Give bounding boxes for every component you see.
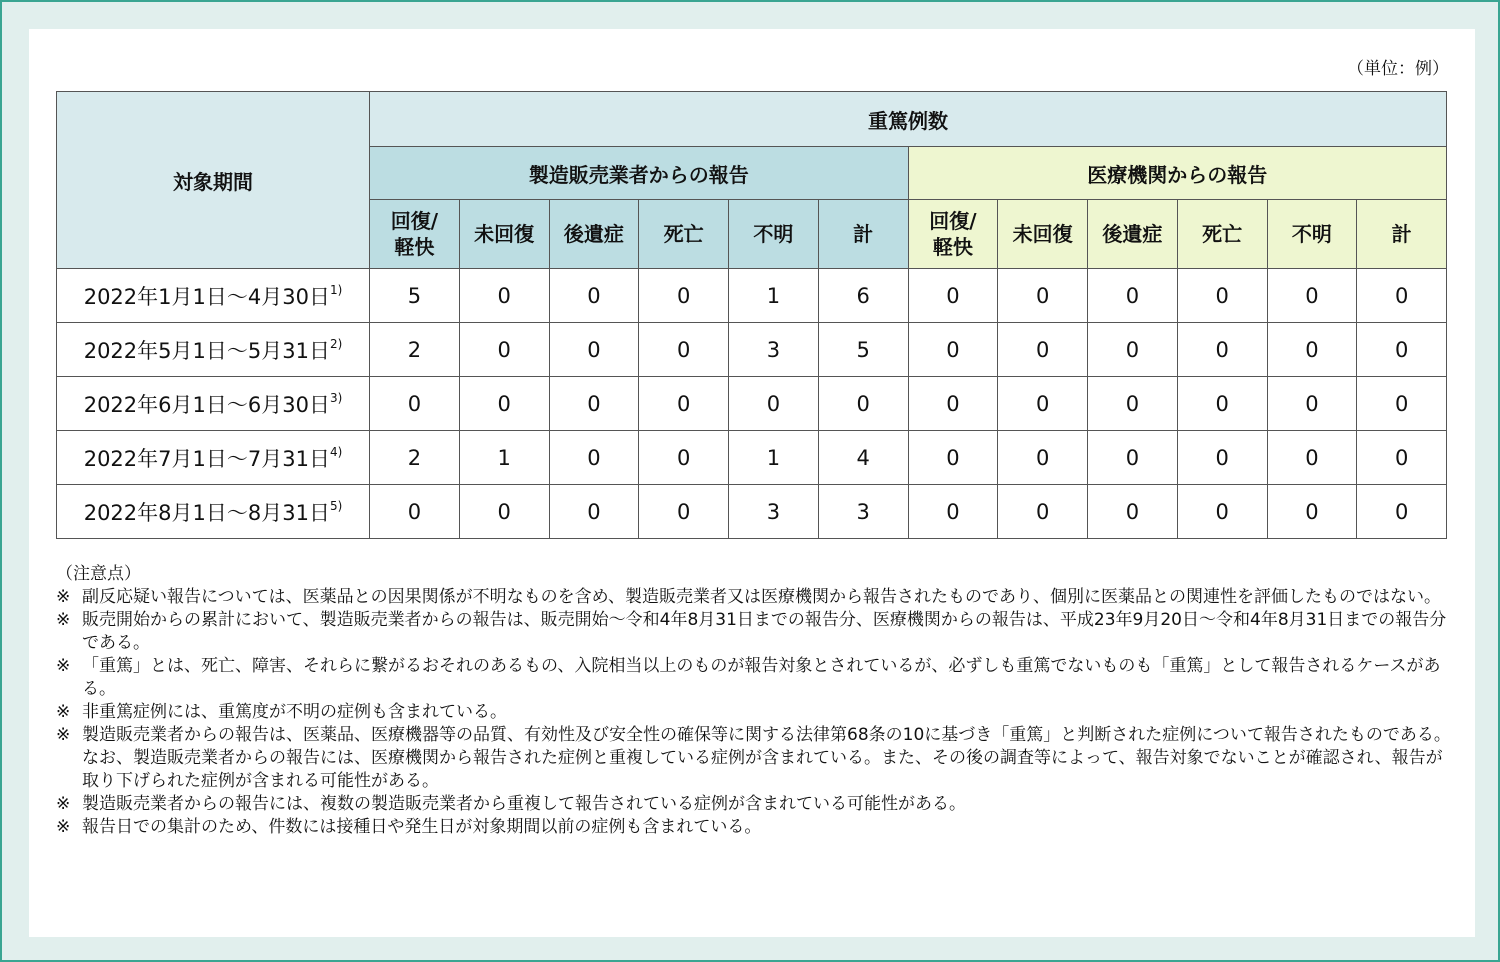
medical-value-cell: 0: [1267, 377, 1357, 431]
note-mark: ※: [56, 817, 71, 837]
note-mark: ※: [56, 610, 71, 630]
note-text: 副反応疑い報告については、医薬品との因果関係が不明なものを含め、製造販売業者又は医療機関から報告されたものであり、個別に医薬品との関連性を評価したものではない。: [82, 587, 1441, 607]
manufacturer-value-cell: 0: [549, 485, 639, 539]
manufacturer-value-cell: 2: [370, 431, 460, 485]
manufacturer-value-cell: 0: [729, 377, 819, 431]
manufacturer-value-cell: 0: [549, 323, 639, 377]
serious-count-header: 重篤例数: [370, 92, 1447, 147]
notes-section: [56, 563, 1456, 839]
note-mark: ※: [56, 725, 71, 745]
medical-column-header: 回復/ 軽快: [908, 200, 998, 269]
manufacturer-column-header: 未回復: [459, 200, 549, 269]
table-row: [57, 269, 1447, 323]
medical-value-cell: 0: [1177, 269, 1267, 323]
medical-value-cell: 0: [1267, 323, 1357, 377]
note-text: 製造販売業者からの報告には、複数の製造販売業者から重複して報告されている症例が含まれている可能性がある。: [82, 794, 966, 814]
manufacturer-column-header: 計: [818, 200, 908, 269]
unit-label: （単位：例）: [1347, 59, 1449, 79]
note-item: [56, 701, 1456, 724]
period-cell: [57, 323, 370, 377]
table-row: [57, 323, 1447, 377]
footnote-ref: 5): [329, 498, 343, 513]
medical-value-cell: 0: [998, 269, 1088, 323]
manufacturer-value-cell: 0: [459, 323, 549, 377]
medical-value-cell: 0: [1177, 431, 1267, 485]
manufacturer-value-cell: 6: [818, 269, 908, 323]
medical-value-cell: 0: [1267, 431, 1357, 485]
manufacturer-value-cell: 0: [459, 485, 549, 539]
medical-value-cell: 0: [998, 431, 1088, 485]
medical-value-cell: 0: [1357, 431, 1447, 485]
period-header: 対象期間: [57, 92, 370, 269]
medical-value-cell: 0: [1267, 485, 1357, 539]
manufacturer-value-cell: 0: [370, 377, 460, 431]
medical-value-cell: 0: [908, 269, 998, 323]
note-mark: ※: [56, 702, 71, 722]
medical-value-cell: 0: [1177, 377, 1267, 431]
manufacturer-column-header: 回復/ 軽快: [370, 200, 460, 269]
note-text: 報告日での集計のため、件数には接種日や発生日が対象期間以前の症例も含まれている。: [82, 817, 762, 837]
medical-value-cell: 0: [908, 485, 998, 539]
notes-title: （注意点）: [56, 564, 141, 584]
manufacturer-group-header: 製造販売業者からの報告: [370, 147, 909, 200]
medical-value-cell: 0: [1357, 377, 1447, 431]
table-row: [57, 485, 1447, 539]
manufacturer-value-cell: 1: [729, 269, 819, 323]
medical-value-cell: 0: [998, 485, 1088, 539]
manufacturer-value-cell: 0: [639, 485, 729, 539]
manufacturer-value-cell: 3: [729, 485, 819, 539]
manufacturer-value-cell: 0: [459, 269, 549, 323]
period-cell: [57, 485, 370, 539]
medical-value-cell: 0: [1357, 269, 1447, 323]
manufacturer-value-cell: 0: [639, 269, 729, 323]
medical-value-cell: 0: [1088, 431, 1178, 485]
medical-value-cell: 0: [1088, 485, 1178, 539]
manufacturer-value-cell: 5: [818, 323, 908, 377]
note-text: 非重篤症例には、重篤度が不明の症例も含まれている。: [82, 702, 507, 722]
manufacturer-column-header: 不明: [729, 200, 819, 269]
medical-column-header: 未回復: [998, 200, 1088, 269]
medical-value-cell: 0: [1177, 485, 1267, 539]
medical-column-header: 不明: [1267, 200, 1357, 269]
manufacturer-value-cell: 0: [549, 377, 639, 431]
manufacturer-value-cell: 2: [370, 323, 460, 377]
footnote-ref: 1): [329, 282, 343, 297]
note-item: [56, 793, 1456, 816]
medical-value-cell: 0: [1088, 323, 1178, 377]
content-panel: [29, 29, 1475, 937]
manufacturer-value-cell: 0: [818, 377, 908, 431]
note-item: [56, 586, 1456, 609]
manufacturer-column-header: 後遺症: [549, 200, 639, 269]
period-text: 2022年6月1日～6月30日: [83, 392, 330, 417]
medical-value-cell: 0: [998, 323, 1088, 377]
note-item: [56, 655, 1456, 701]
period-text: 2022年8月1日～8月31日: [83, 500, 330, 525]
medical-value-cell: 0: [908, 323, 998, 377]
period-text: 2022年5月1日～5月31日: [83, 338, 330, 363]
manufacturer-value-cell: 0: [639, 323, 729, 377]
medical-value-cell: 0: [1088, 377, 1178, 431]
manufacturer-value-cell: 0: [459, 377, 549, 431]
note-text: 「重篤」とは、死亡、障害、それらに繋がるおそれのあるもの、入院相当以上のものが報告対象とされているが、必ずしも重篤でないものも「重篤」として報告されるケースがある。: [82, 656, 1441, 699]
medical-value-cell: 0: [1357, 323, 1447, 377]
table-row: [57, 431, 1447, 485]
manufacturer-value-cell: 3: [729, 323, 819, 377]
medical-value-cell: 0: [1267, 269, 1357, 323]
medical-value-cell: 0: [1088, 269, 1178, 323]
manufacturer-value-cell: 0: [370, 485, 460, 539]
medical-value-cell: 0: [998, 377, 1088, 431]
manufacturer-value-cell: 1: [729, 431, 819, 485]
manufacturer-value-cell: 0: [549, 269, 639, 323]
period-text: 2022年7月1日～7月31日: [83, 446, 330, 471]
manufacturer-value-cell: 3: [818, 485, 908, 539]
medical-value-cell: 0: [908, 431, 998, 485]
medical-column-header: 死亡: [1177, 200, 1267, 269]
medical-institution-group-header: 医療機関からの報告: [908, 147, 1447, 200]
serious-cases-table: [56, 91, 1447, 539]
medical-column-header: 後遺症: [1088, 200, 1178, 269]
medical-column-header: 計: [1357, 200, 1447, 269]
medical-value-cell: 0: [908, 377, 998, 431]
table-row: [57, 377, 1447, 431]
manufacturer-value-cell: 5: [370, 269, 460, 323]
note-item: [56, 724, 1456, 793]
manufacturer-value-cell: 0: [549, 431, 639, 485]
manufacturer-value-cell: 4: [818, 431, 908, 485]
note-text: 製造販売業者からの報告は、医薬品、医療機器等の品質、有効性及び安全性の確保等に関する法律第68条の10に基づき「重篤」と判断された症例について報告されたものである。なお、製造販売業者からの報告には、医療機関から報告された症例と重複している症例が含まれている。また、その後の調査等によって、報告対象でないことが確認され、報告が取り下げられた症例が含まれる可能性がある。: [82, 725, 1451, 791]
manufacturer-value-cell: 0: [639, 431, 729, 485]
period-text: 2022年1月1日～4月30日: [83, 284, 330, 309]
footnote-ref: 4): [329, 444, 343, 459]
manufacturer-value-cell: 0: [639, 377, 729, 431]
period-cell: [57, 377, 370, 431]
note-mark: ※: [56, 656, 71, 676]
medical-value-cell: 0: [1357, 485, 1447, 539]
period-cell: [57, 269, 370, 323]
footnote-ref: 3): [329, 390, 343, 405]
medical-value-cell: 0: [1177, 323, 1267, 377]
note-item: [56, 816, 1456, 839]
note-mark: ※: [56, 587, 71, 607]
note-item: [56, 609, 1456, 655]
note-mark: ※: [56, 794, 71, 814]
period-cell: [57, 431, 370, 485]
note-text: 販売開始からの累計において、製造販売業者からの報告は、販売開始～令和4年8月31日までの報告分、医療機関からの報告は、平成23年9月20日～令和4年8月31日までの報告分である。: [82, 610, 1447, 653]
manufacturer-column-header: 死亡: [639, 200, 729, 269]
footnote-ref: 2): [329, 336, 343, 351]
manufacturer-value-cell: 1: [459, 431, 549, 485]
